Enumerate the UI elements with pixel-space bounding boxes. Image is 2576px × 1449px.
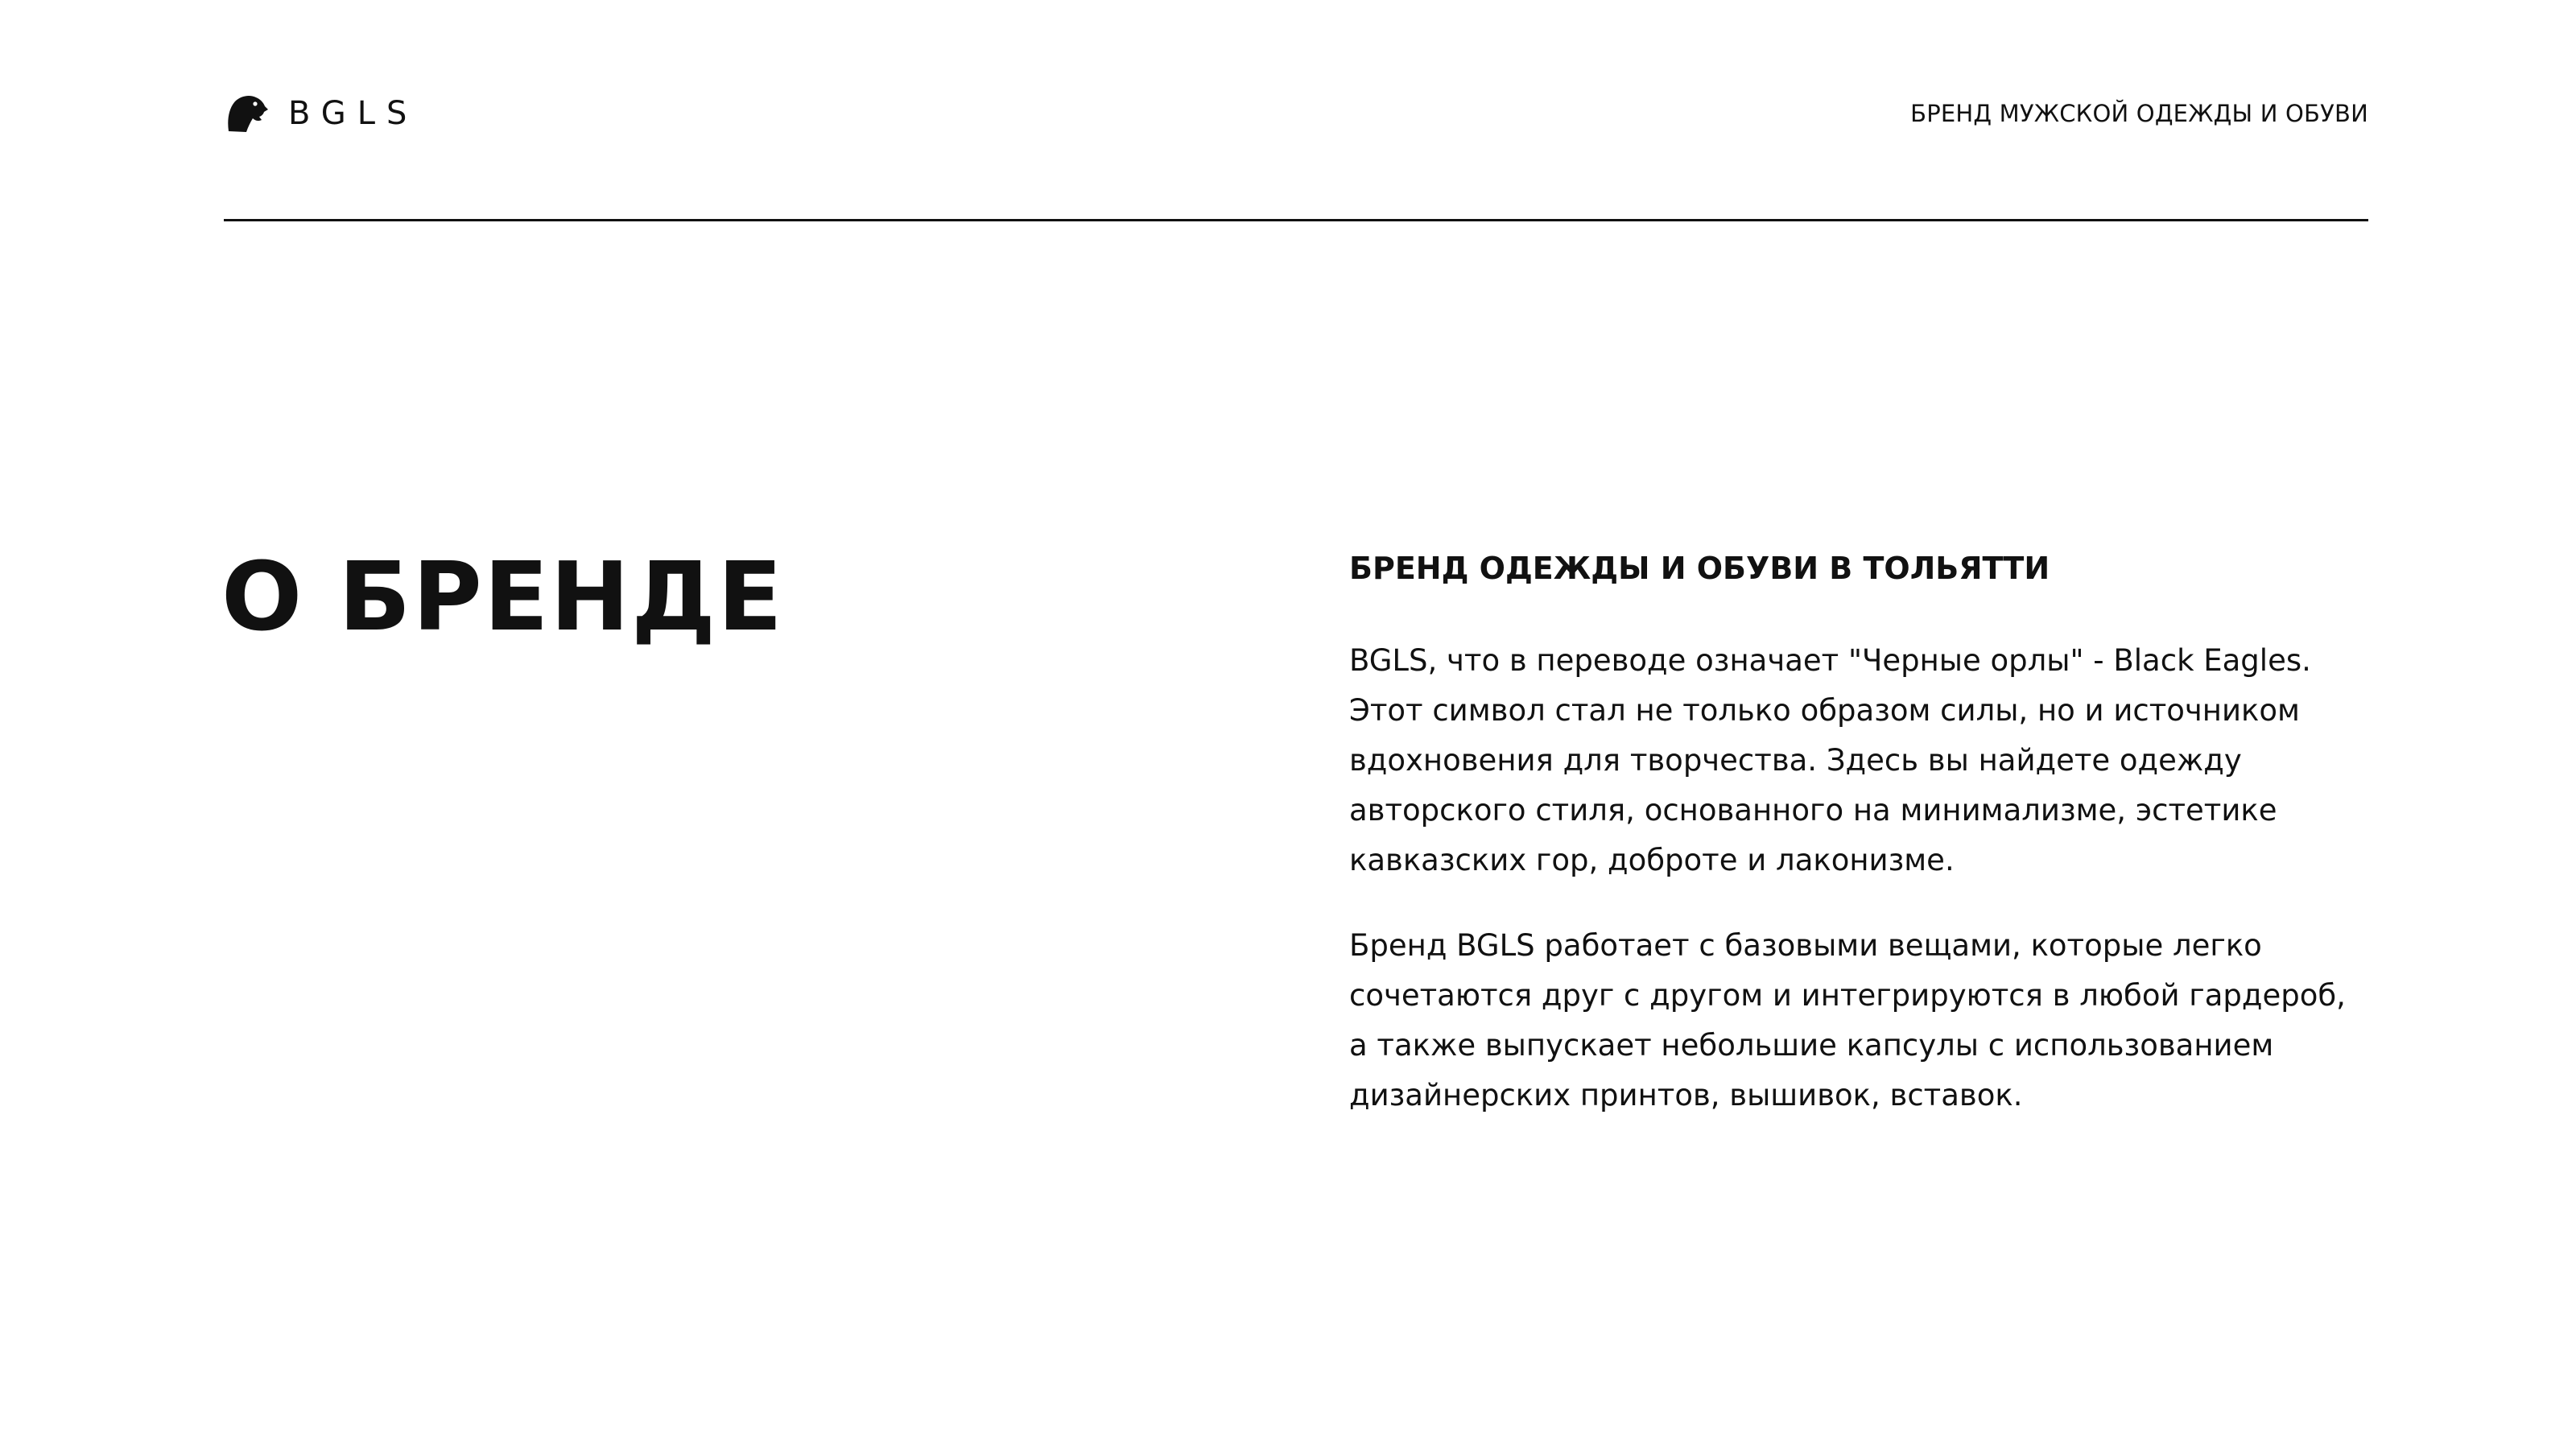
- paragraph-line: а также выпускает небольшие капсулы с использованием: [1349, 1028, 2274, 1063]
- header-tagline: БРЕНД МУЖСКОЙ ОДЕЖДЫ И ОБУВИ: [1910, 100, 2368, 127]
- brand-name: BGLS: [288, 95, 419, 132]
- paragraph-line: авторского стиля, основанного на минимализме, эстетике: [1349, 793, 2277, 828]
- paragraph-line: сочетаются друг с другом и интегрируются в любой гардероб,: [1349, 978, 2346, 1013]
- header: [224, 89, 2368, 138]
- about-paragraph-1: [1349, 636, 2368, 886]
- paragraph-line: вдохновения для творчества. Здесь вы найдете одежду: [1349, 743, 2242, 778]
- section-subtitle: БРЕНД ОДЕЖДЫ И ОБУВИ В ТОЛЬЯТТИ: [1349, 551, 2050, 586]
- page-title: О БРЕНДЕ: [221, 541, 784, 652]
- paragraph-line: кавказских гор, доброте и лаконизме.: [1349, 843, 1955, 877]
- eagle-head-icon: [224, 91, 269, 136]
- about-paragraph-2: [1349, 921, 2368, 1121]
- paragraph-line: Бренд BGLS работает с базовыми вещами, которые легко: [1349, 928, 2262, 963]
- paragraph-line: BGLS, что в переводе означает "Черные орлы" - Black Eagles.: [1349, 643, 2311, 678]
- paragraph-line: дизайнерских принтов, вышивок, вставок.: [1349, 1078, 2023, 1113]
- paragraph-line: Этот символ стал не только образом силы, но и источником: [1349, 693, 2300, 728]
- header-divider: [224, 219, 2368, 221]
- about-content: [1349, 546, 2368, 1156]
- brand-logo[interactable]: [224, 91, 418, 136]
